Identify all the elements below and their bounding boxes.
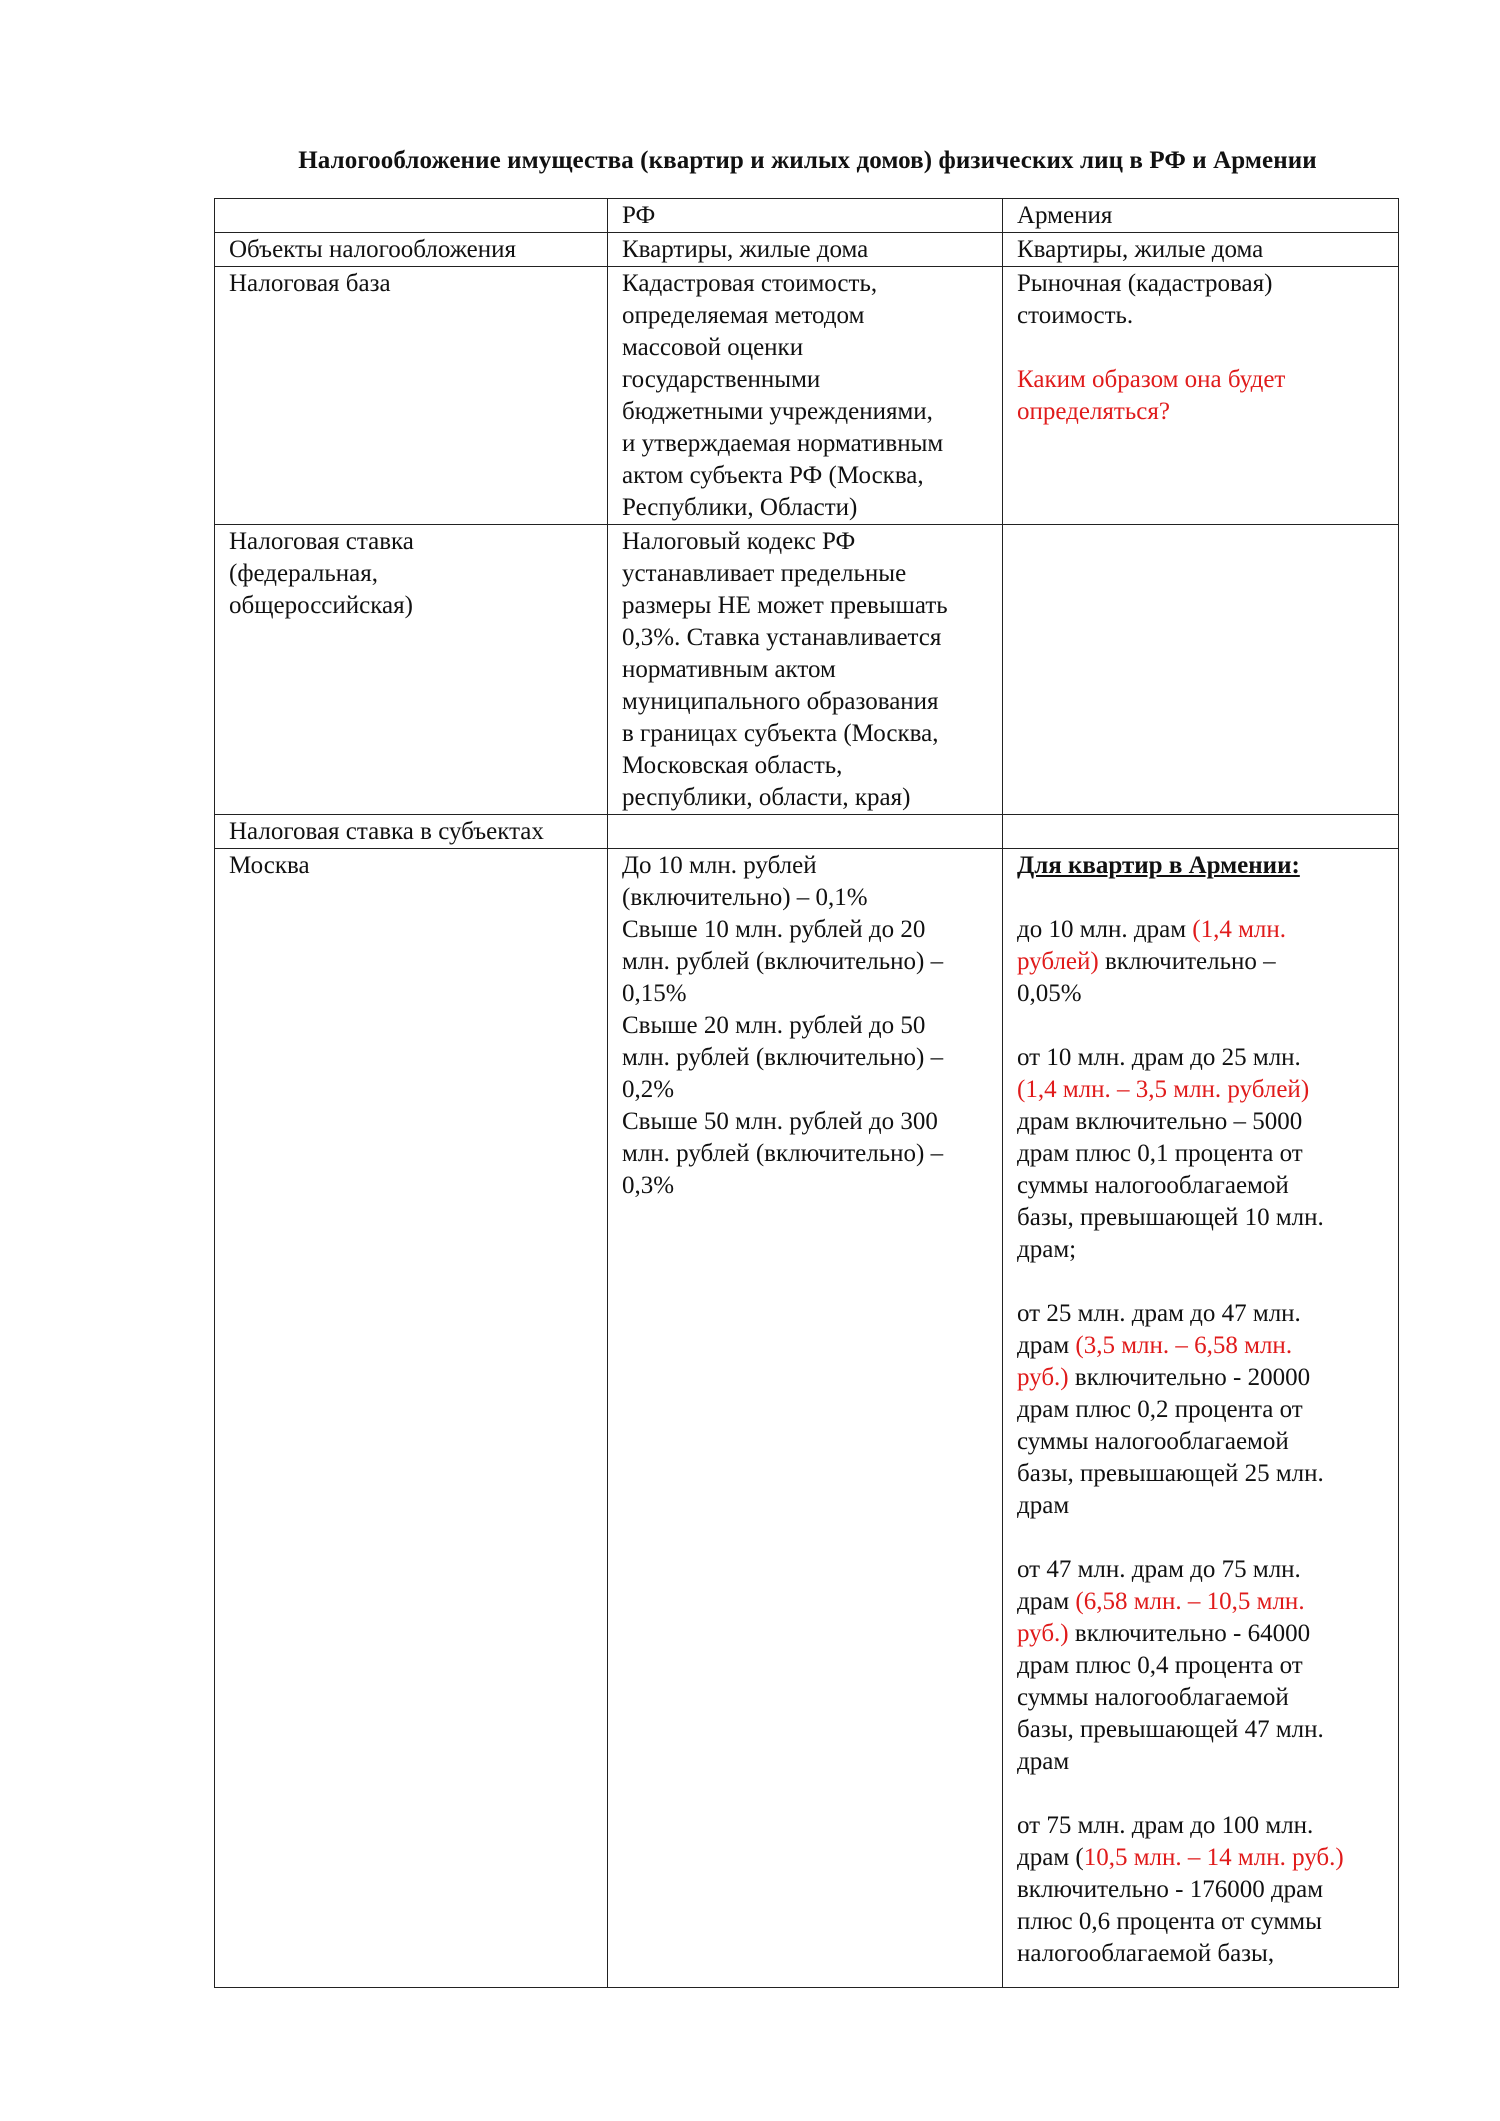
table-row-rate-subjects bbox=[215, 815, 1399, 849]
tier-4: от 47 млн. драм до 75 млн. драм (6,58 млн. – 10,5 млн. руб.) включительно - 64000 драм плюс 0,4 процента от суммы налогооблагаемой базы, превышающей 47 млн. драм bbox=[1017, 1556, 1324, 1775]
table-row-moscow bbox=[215, 849, 1399, 1988]
rf-cell: Квартиры, жилые дома bbox=[608, 233, 1003, 267]
tier-3: от 25 млн. драм до 47 млн. драм (3,5 млн. – 6,58 млн. руб.) включительно - 20000 драм плюс 0,2 процента от суммы налогооблагаемой базы, превышающей 25 млн. драм bbox=[1017, 1300, 1324, 1519]
question-note: Каким образом она будет bbox=[1017, 366, 1286, 393]
rf-cell: До 10 млн. рублей (включительно) – 0,1% Свыше 10 млн. рублей до 20 млн. рублей (включительно) – 0,15% Свыше 20 млн. рублей до 50 млн. рублей (включительно) – 0,2% Свыше 50 млн. рублей до 300 млн. рублей (включительно) – 0,3% bbox=[608, 849, 1003, 1988]
header-rf: РФ bbox=[608, 199, 1003, 233]
tier-1: до 10 млн. драм (1,4 млн. рублей) включительно – 0,05% bbox=[1017, 916, 1287, 1007]
rf-cell: Налоговый кодекс РФ устанавливает предельные размеры НЕ может превышать 0,3%. Ставка устанавливается нормативным актом муниципального образования в границах субъекта (Москва, Московская область, республики, области, края) bbox=[608, 525, 1003, 815]
header-armenia: Армения bbox=[1003, 199, 1399, 233]
table-row-objects bbox=[215, 233, 1399, 267]
table-row-rate-federal bbox=[215, 525, 1399, 815]
tier-5: от 75 млн. драм до 100 млн. драм (10,5 млн. – 14 млн. руб.) включительно - 176000 драм плюс 0,6 процента от суммы налогооблагаемой базы, bbox=[1017, 1812, 1344, 1967]
comparison-table bbox=[214, 198, 1399, 1988]
header-empty-cell bbox=[215, 199, 608, 233]
row-label: Объекты налогообложения bbox=[215, 233, 608, 267]
table-header-row bbox=[215, 199, 1399, 233]
armenia-cell: Квартиры, жилые дома bbox=[1003, 233, 1399, 267]
row-label: Налоговая ставка (федеральная, общероссийская) bbox=[215, 525, 608, 815]
rf-cell bbox=[608, 815, 1003, 849]
tier-2: от 10 млн. драм до 25 млн. (1,4 млн. – 3,5 млн. рублей) драм включительно – 5000 драм плюс 0,1 процента от суммы налогооблагаемой базы, превышающей 10 млн. драм; bbox=[1017, 1044, 1324, 1263]
row-label: Налоговая база bbox=[215, 267, 608, 525]
row-label: Москва bbox=[215, 849, 608, 1988]
armenia-cell bbox=[1003, 815, 1399, 849]
armenia-cell: Рыночная (кадастровая) стоимость. Каким образом она будет определяться? bbox=[1003, 267, 1399, 525]
table-row-base bbox=[215, 267, 1399, 525]
armenia-cell bbox=[1003, 849, 1399, 1988]
armenia-cell bbox=[1003, 525, 1399, 815]
armenia-heading: Для квартир в Армении: bbox=[1017, 852, 1300, 879]
document-title: Налогообложение имущества (квартир и жилых домов) физических лиц в РФ и Армении bbox=[298, 147, 1317, 174]
row-label: Налоговая ставка в субъектах bbox=[215, 815, 608, 849]
question-note: определяться? bbox=[1017, 398, 1170, 425]
rf-cell: Кадастровая стоимость, определяемая методом массовой оценки государственными бюджетными учреждениями, и утверждаемая нормативным актом субъекта РФ (Москва, Республики, Области) bbox=[608, 267, 1003, 525]
